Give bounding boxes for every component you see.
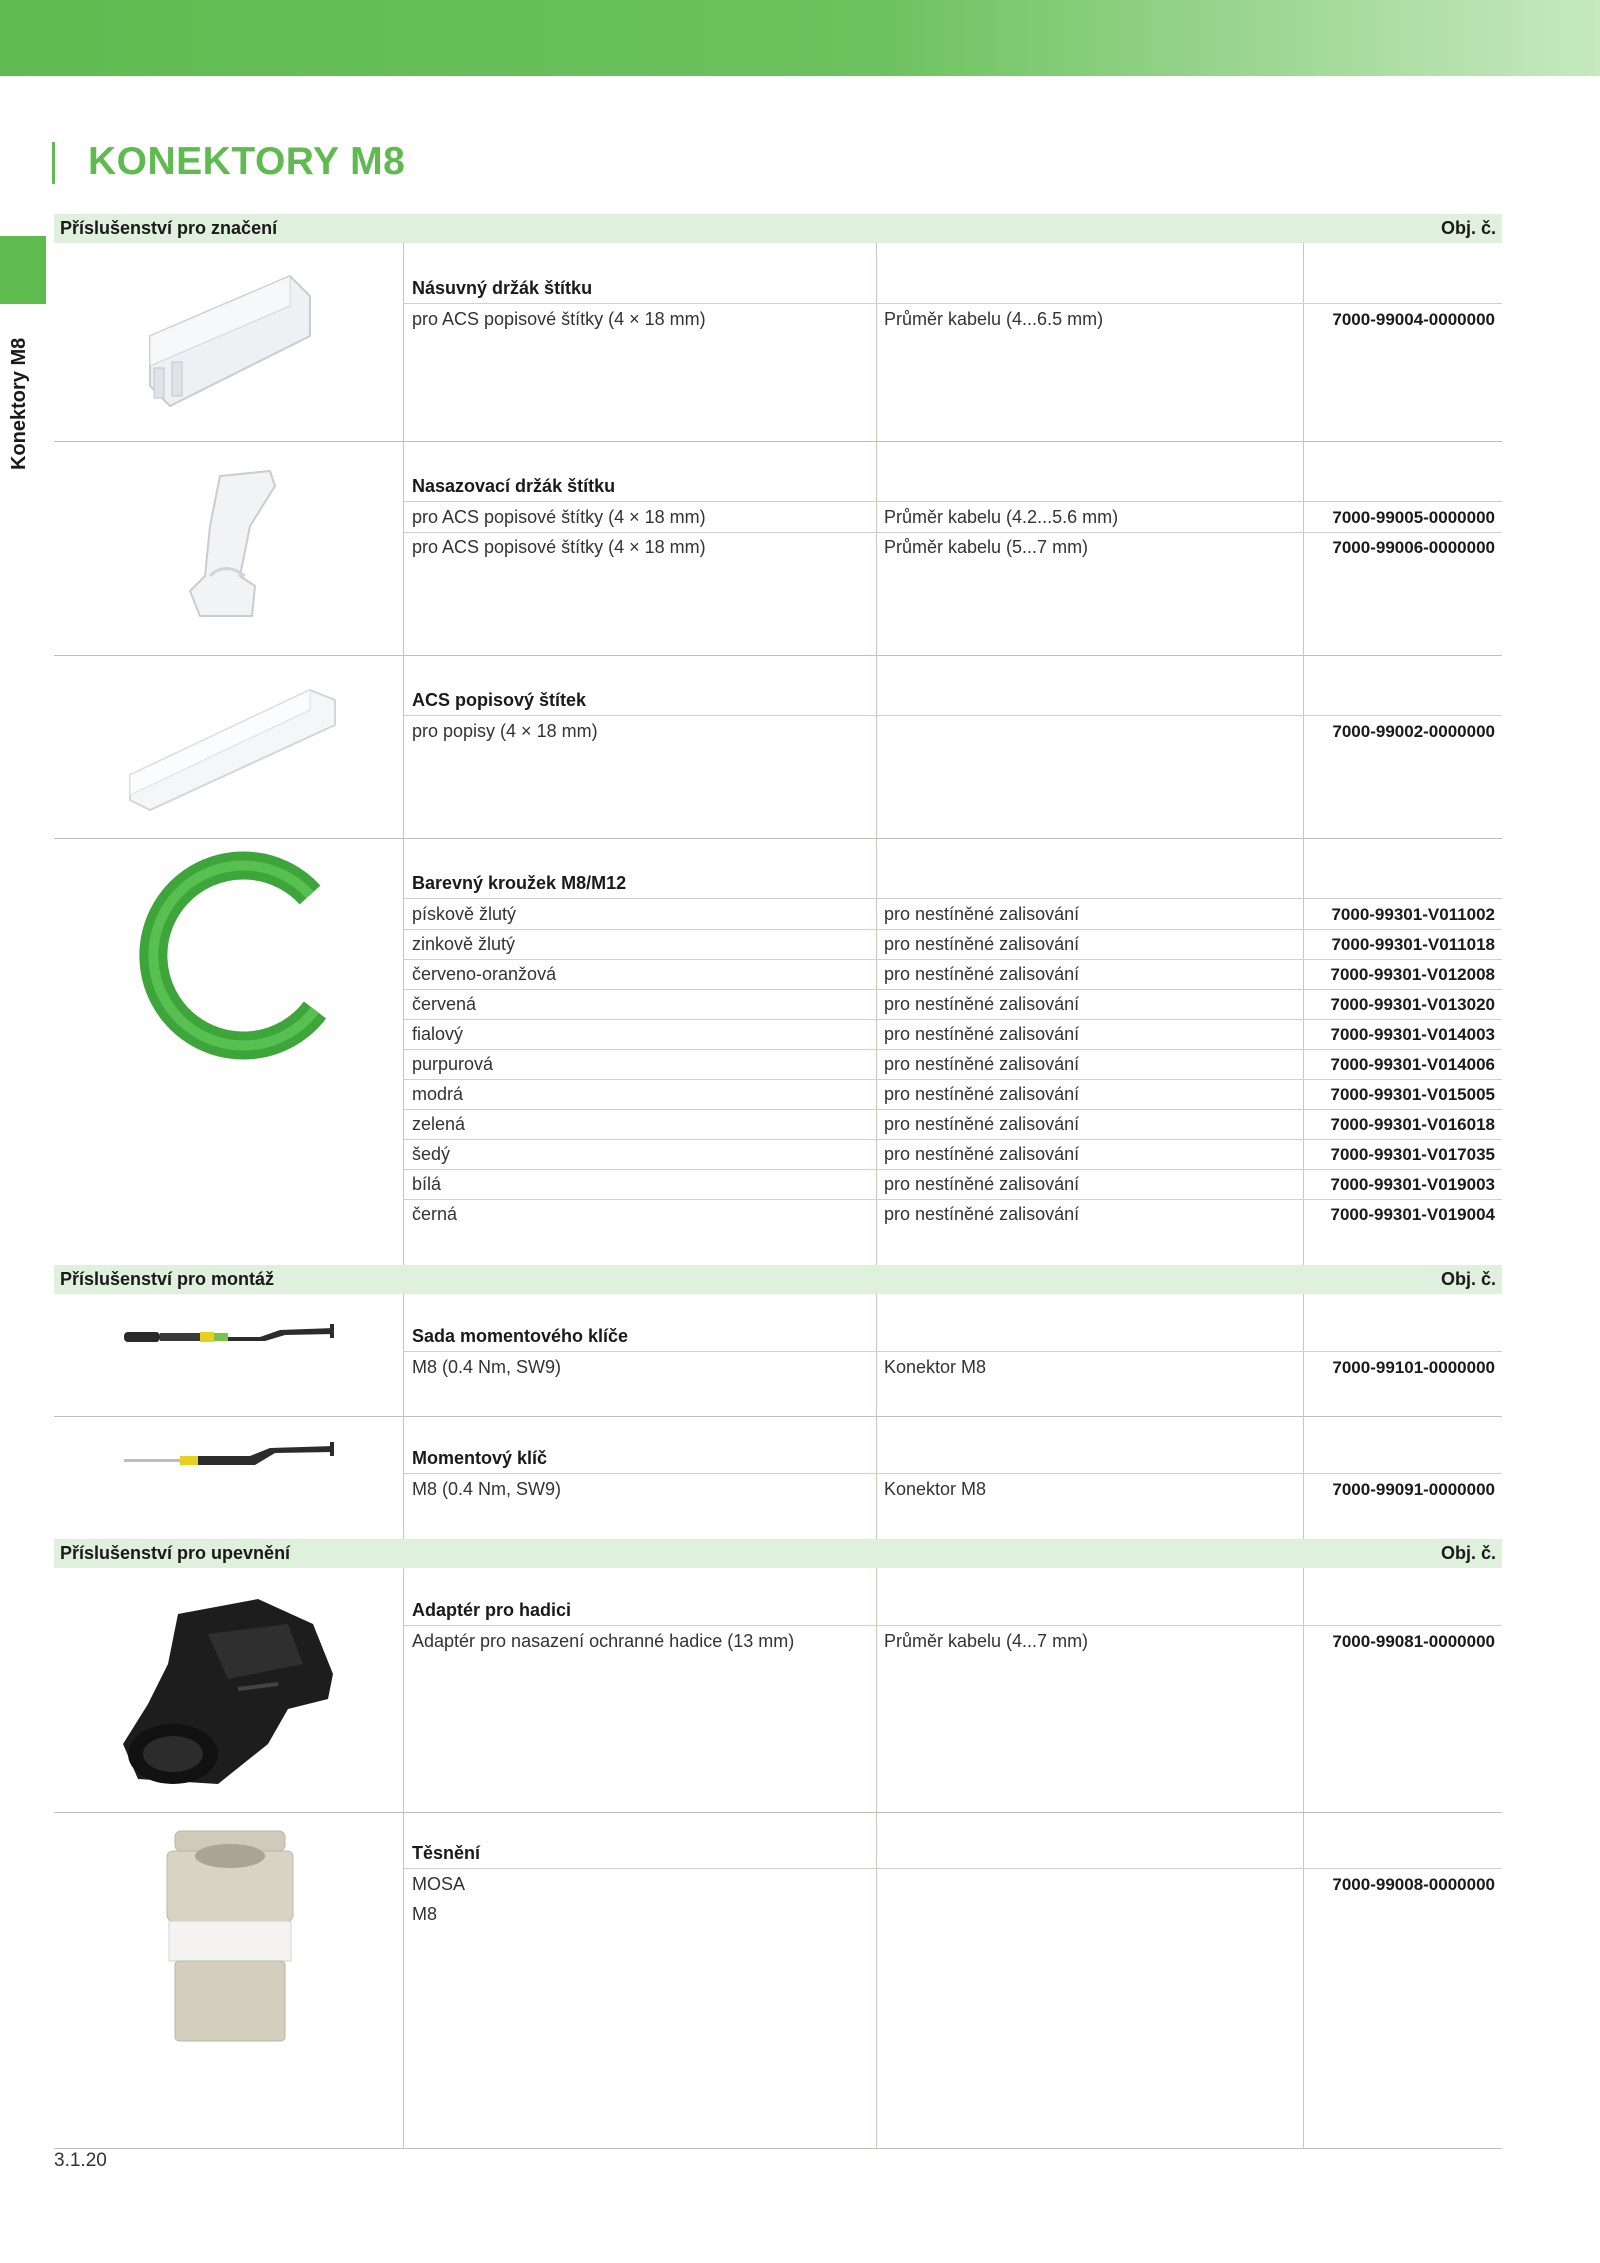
product-title: Těsnění [412,1843,481,1863]
product-title: Sada momentového klíče [412,1326,629,1346]
product-spec: Průměr kabelu (4...6.5 mm) [884,309,1104,329]
torque-wrench-set-image [120,1322,340,1352]
product-spec: pro nestíněné zalisování [884,1054,1080,1074]
product-desc: MOSA [412,1874,466,1894]
product-desc: M8 (0.4 Nm, SW9) [412,1357,562,1377]
product-spec: pro nestíněné zalisování [884,1204,1080,1224]
product-title: Násuvný držák štítku [412,278,593,298]
product-spec: Průměr kabelu (4.2...5.6 mm) [884,507,1119,527]
side-label: Konektory M8 [8,337,30,470]
row-divider [403,1109,1502,1110]
product-divider [54,838,1502,839]
order-code: 7000-99081-0000000 [1332,1632,1495,1651]
row-divider [403,1019,1502,1020]
page-title: KONEKTORY M8 [88,140,406,183]
order-code: 7000-99301-V013020 [1330,995,1495,1014]
product-spec: pro nestíněné zalisování [884,934,1080,954]
product-desc: purpurová [412,1054,494,1074]
section-label: Příslušenství pro montáž [60,1269,275,1289]
clip-holder-image [180,466,290,626]
header-band [0,0,1600,76]
order-code: 7000-99301-V017035 [1330,1145,1495,1164]
product-spec: pro nestíněné zalisování [884,1174,1080,1194]
product-spec: Konektor M8 [884,1479,987,1499]
product-title: Adaptér pro hadici [412,1600,572,1620]
product-divider [54,441,1502,442]
order-code: 7000-99301-V019003 [1330,1175,1495,1194]
order-code: 7000-99301-V011018 [1331,935,1495,954]
order-code: 7000-99301-V011002 [1331,905,1495,924]
product-desc: M8 (0.4 Nm, SW9) [412,1479,562,1499]
product-spec: Průměr kabelu (5...7 mm) [884,537,1089,557]
row-divider [403,1625,1502,1626]
row-divider [403,1868,1502,1869]
row-divider [403,715,1502,716]
section-label: Příslušenství pro upevnění [60,1543,291,1563]
product-spec: Průměr kabelu (4...7 mm) [884,1631,1089,1651]
section-label: Příslušenství pro značení [60,218,278,238]
product-spec: pro nestíněné zalisování [884,964,1080,984]
order-code: 7000-99301-V014006 [1330,1055,1495,1074]
side-tab [0,236,46,304]
title-accent [52,142,55,184]
product-desc: bílá [412,1174,442,1194]
product-title: Nasazovací držák štítku [412,476,616,496]
label-tag-image [120,680,340,815]
product-divider [54,1812,1502,1813]
product-spec: pro nestíněné zalisování [884,904,1080,924]
table-bottom-line [54,2148,1502,2149]
row-divider [403,1169,1502,1170]
order-code: 7000-99301-V015005 [1330,1085,1495,1104]
product-desc: pro ACS popisové štítky (4 × 18 mm) [412,537,706,557]
row-divider [403,959,1502,960]
order-code: 7000-99301-V016018 [1330,1115,1495,1134]
torque-wrench-image [120,1440,340,1476]
row-divider [403,303,1502,304]
product-title: Barevný kroužek M8/M12 [412,873,627,893]
order-no-header: Obj. č. [1440,1269,1496,1289]
product-title: Momentový klíč [412,1448,548,1468]
column-divider [876,214,877,2148]
product-desc: pro ACS popisové štítky (4 × 18 mm) [412,309,706,329]
order-code: 7000-99002-0000000 [1332,722,1495,741]
product-spec: pro nestíněné zalisování [884,1084,1080,1104]
seal-image [155,1826,305,2056]
product-desc: pro popisy (4 × 18 mm) [412,721,598,741]
product-desc: černá [412,1204,458,1224]
product-desc: zelená [412,1114,466,1134]
product-divider [54,1416,1502,1417]
row-divider [403,1351,1502,1352]
product-desc: červená [412,994,477,1014]
row-divider [403,898,1502,899]
order-code: 7000-99004-0000000 [1332,310,1495,329]
product-desc: šedý [412,1144,451,1164]
row-divider [403,1139,1502,1140]
product-spec: pro nestíněné zalisování [884,1144,1080,1164]
product-desc: červeno-oranžová [412,964,557,984]
product-spec: pro nestíněné zalisování [884,1114,1080,1134]
order-code: 7000-99301-V019004 [1330,1205,1495,1224]
page-number: 3.1.20 [54,2150,107,2171]
row-divider [403,1199,1502,1200]
order-code: 7000-99301-V012008 [1330,965,1495,984]
order-code: 7000-99006-0000000 [1332,538,1495,557]
row-divider [403,989,1502,990]
color-ring-image [120,850,340,1060]
product-title: ACS popisový štítek [412,690,587,710]
row-divider [403,929,1502,930]
row-divider [403,1079,1502,1080]
product-spec: pro nestíněné zalisování [884,994,1080,1014]
product-spec: pro nestíněné zalisování [884,1024,1080,1044]
row-divider [403,501,1502,502]
label-holder-image [140,266,320,416]
product-desc: modrá [412,1084,464,1104]
row-divider [403,1473,1502,1474]
product-desc: pro ACS popisové štítky (4 × 18 mm) [412,507,706,527]
order-code: 7000-99091-0000000 [1332,1480,1495,1499]
order-code: 7000-99008-0000000 [1332,1875,1495,1894]
product-desc: fialový [412,1024,464,1044]
order-code: 7000-99301-V014003 [1330,1025,1495,1044]
row-divider [403,532,1502,533]
order-code: 7000-99005-0000000 [1332,508,1495,527]
product-desc: Adaptér pro nasazení ochranné hadice (13 mm) [412,1631,795,1651]
order-no-header: Obj. č. [1440,1543,1496,1563]
row-divider [403,1049,1502,1050]
hose-adapter-image [118,1594,340,1790]
order-no-header: Obj. č. [1440,218,1496,238]
product-desc: M8 [412,1904,438,1924]
product-desc: zinkově žlutý [412,934,516,954]
column-divider [403,214,404,2148]
product-desc: pískově žlutý [412,904,517,924]
product-divider [54,655,1502,656]
order-code: 7000-99101-0000000 [1332,1358,1495,1377]
product-spec: Konektor M8 [884,1357,987,1377]
